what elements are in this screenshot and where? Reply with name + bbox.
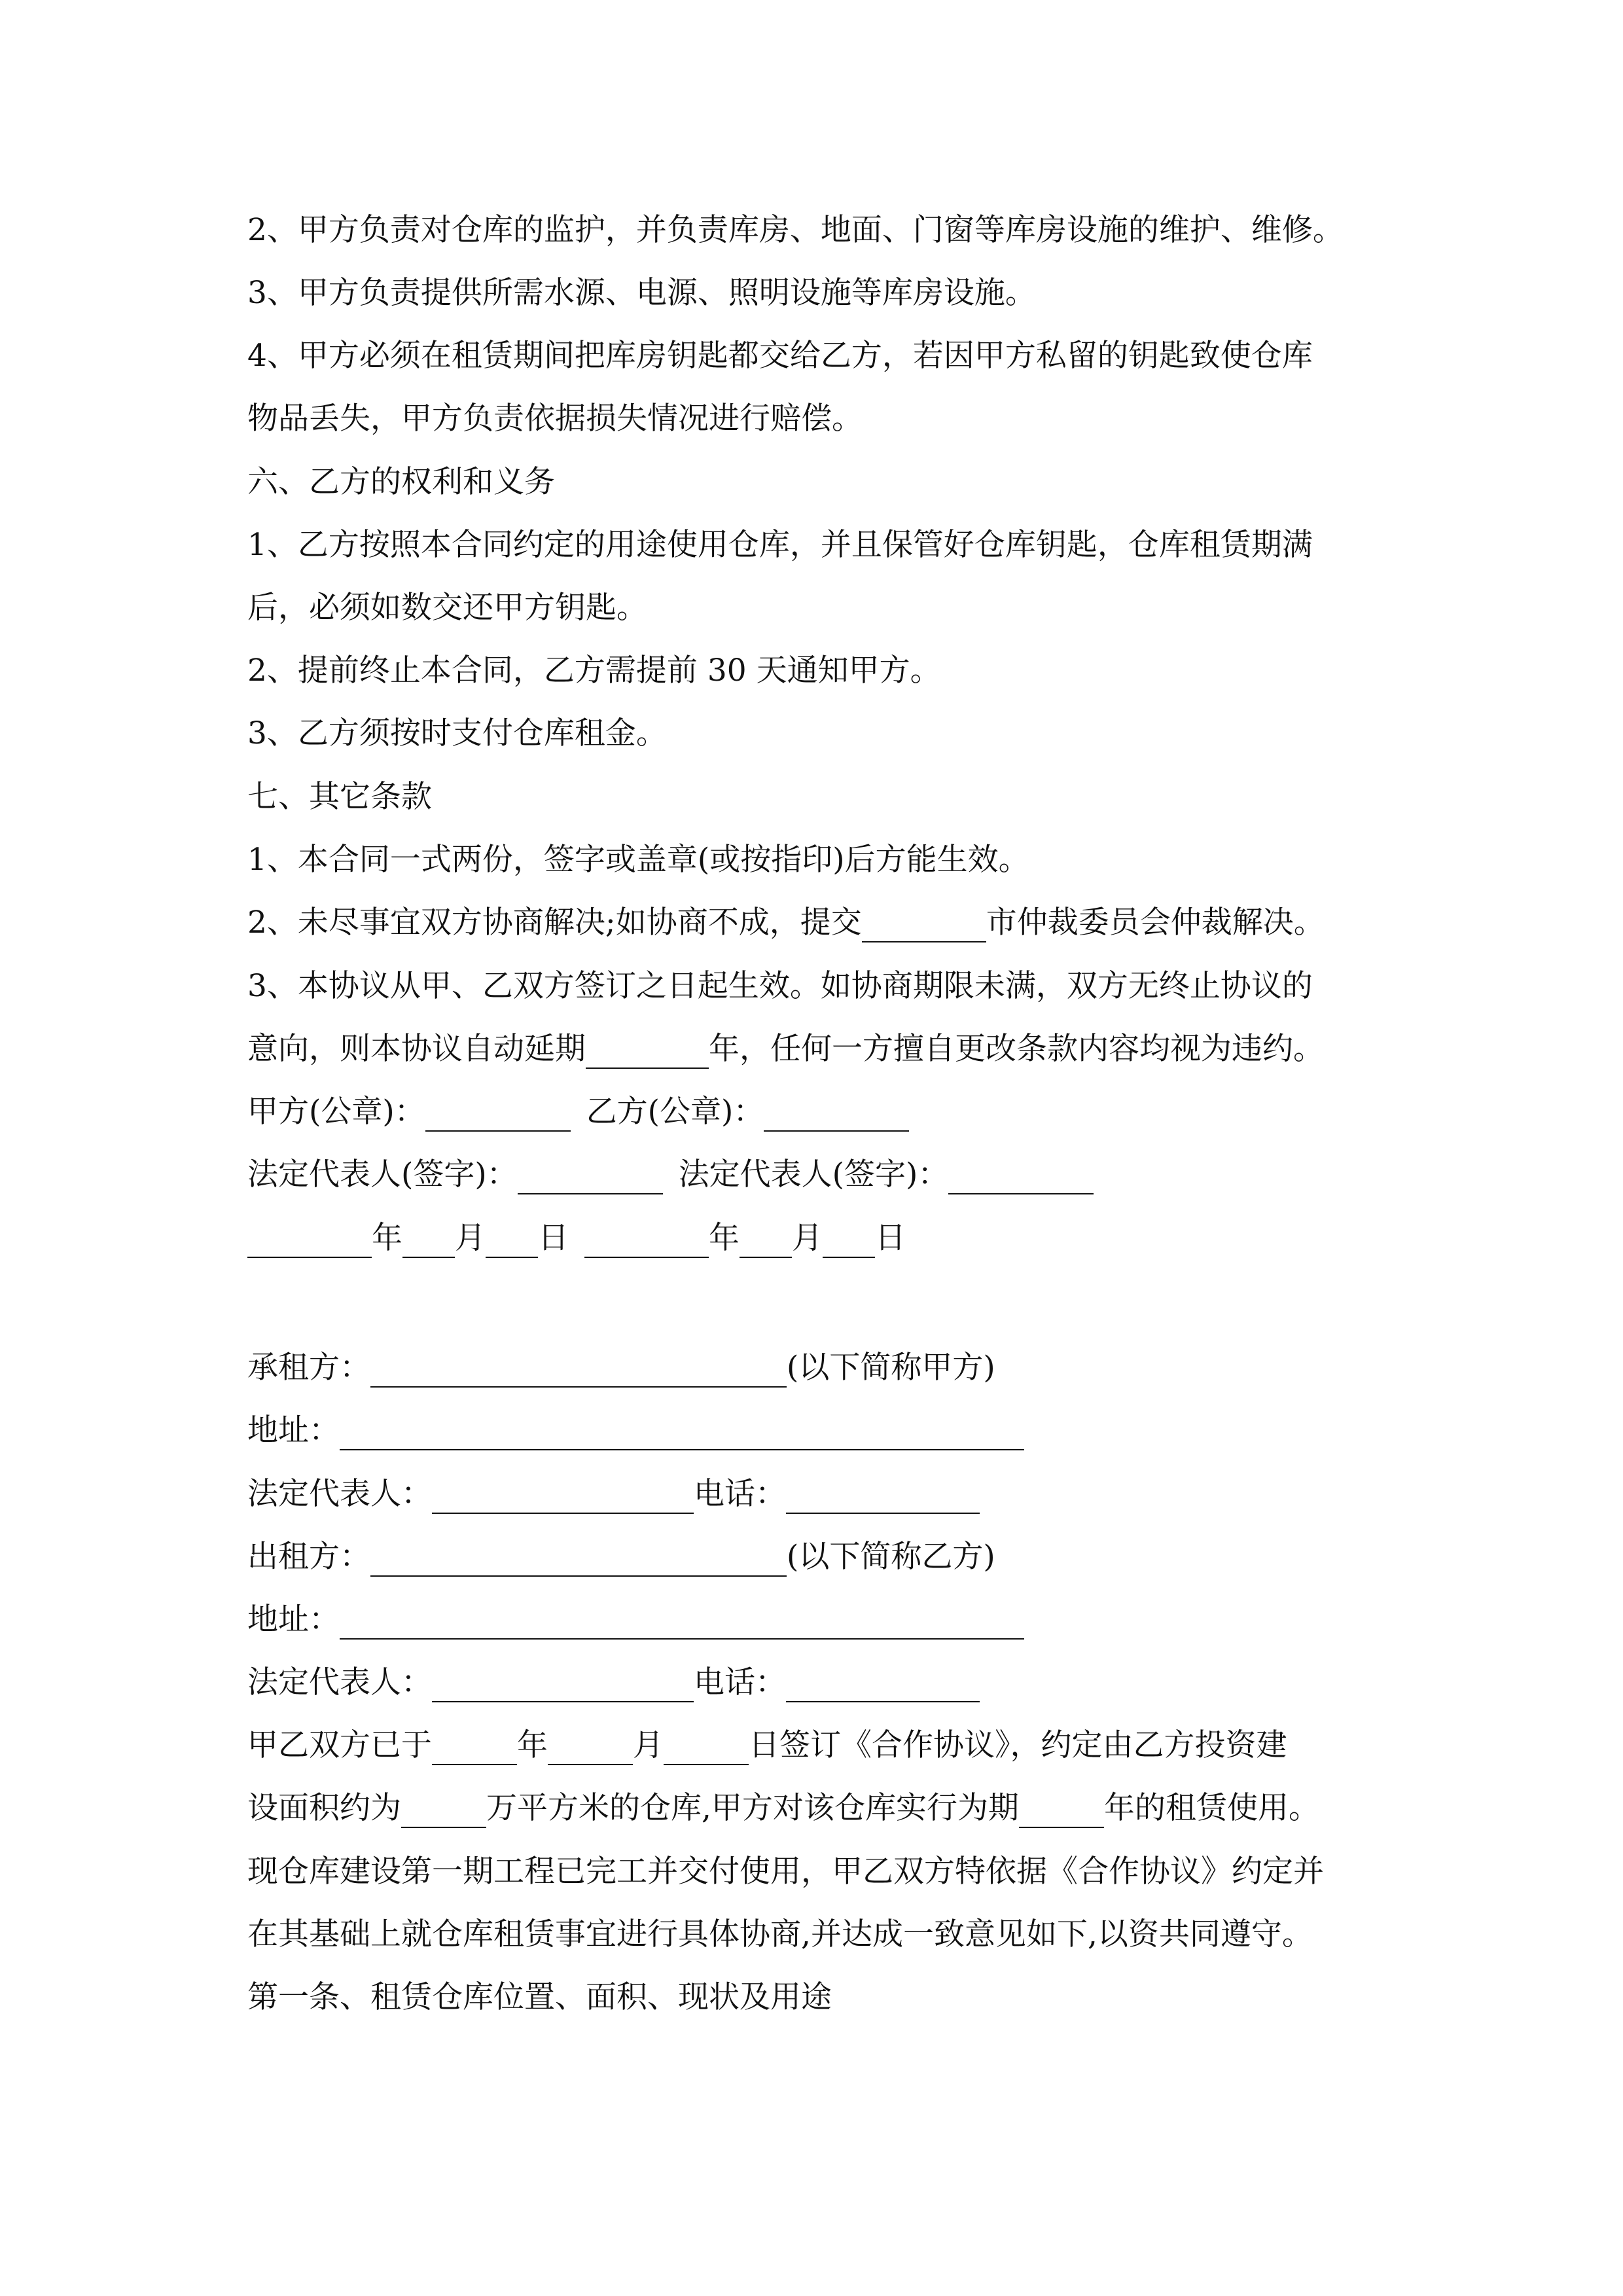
lessor-rep-blank[interactable]: [432, 1671, 694, 1702]
intro-year-label: 年: [517, 1727, 548, 1763]
lessee-note: (以下简称甲方): [787, 1350, 995, 1386]
lessor-label: 出租方：: [247, 1539, 370, 1575]
date-a-day-blank[interactable]: [486, 1227, 538, 1258]
intro-text-d: 日签订《合作协议》，约定由乙方投资建: [749, 1727, 1287, 1763]
date-b-day-label: 日: [875, 1220, 906, 1256]
lessee-address-blank[interactable]: [340, 1419, 1024, 1450]
date-a-month-label: 月: [455, 1220, 486, 1256]
clause-7-1: 1、本合同一式两份，签字或盖章(或按指印)后方能生效。: [247, 842, 1029, 878]
date-b-month-blank[interactable]: [740, 1227, 792, 1258]
intro-month-label: 月: [633, 1727, 664, 1763]
lessee-address-row: [247, 1411, 1024, 1450]
clause-5-4-line1: 4、甲方必须在租赁期间把库房钥匙都交给乙方，若因甲方私留的钥匙致使仓库: [247, 338, 1313, 374]
date-a-month-blank[interactable]: [402, 1227, 455, 1258]
clause-6-1-line2: 后，必须如数交还甲方钥匙。: [247, 590, 647, 626]
clause-5-3: 3、甲方负责提供所需水源、电源、照明设施等库房设施。: [247, 275, 1036, 311]
clause-7-3-line2: [247, 1030, 1324, 1069]
intro-text-a: 甲乙双方已于: [247, 1727, 432, 1763]
intro-line-2: [247, 1789, 1319, 1828]
lessee-rep-blank[interactable]: [432, 1482, 694, 1514]
party-a-seal-blank[interactable]: [425, 1100, 571, 1132]
intro-area-text: 万平方米的仓库,甲方对该仓库实行为期: [486, 1790, 1019, 1826]
rep-a-label: 法定代表人(签字)：: [247, 1157, 518, 1193]
lessor-address-row: [247, 1600, 1024, 1640]
lessor-address-blank[interactable]: [340, 1608, 1024, 1640]
section-6-heading: 六、乙方的权利和义务: [247, 464, 555, 500]
phone-label: 电话：: [694, 1476, 786, 1512]
address-label: 地址：: [247, 1602, 340, 1638]
extension-years-blank[interactable]: [586, 1037, 709, 1069]
lessor-blank[interactable]: [370, 1545, 787, 1577]
clause-7-3-line1: 3、本协议从甲、乙双方签订之日起生效。如协商期限未满，双方无终止协议的: [247, 968, 1313, 1004]
clause-6-2: 2、提前终止本合同，乙方需提前 30 天通知甲方。: [247, 653, 941, 689]
lessor-phone-blank[interactable]: [786, 1671, 980, 1702]
party-b-seal-blank[interactable]: [764, 1100, 909, 1132]
lessor-row: [247, 1537, 995, 1577]
seal-row: [247, 1092, 909, 1132]
clause-5-4-line2: 物品丢失，甲方负责依据损失情况进行赔偿。: [247, 401, 863, 437]
lease-years-blank[interactable]: [1019, 1797, 1104, 1828]
lessee-row: [247, 1348, 995, 1388]
date-a-day-label: 日: [538, 1220, 569, 1256]
clause-7-2-text-a: 2、未尽事宜双方协商解决;如协商不成，提交: [247, 905, 862, 941]
intro-lease-text: 年的租赁使用。: [1103, 1790, 1319, 1826]
sign-year-blank[interactable]: [432, 1734, 517, 1765]
intro-area-label: 设面积约为: [247, 1790, 401, 1826]
representative-sign-row: [247, 1155, 1094, 1194]
clause-7-3-text-b: 年，任何一方擅自更改条款内容均视为违约。: [709, 1031, 1324, 1067]
lessor-rep-row: [247, 1663, 980, 1702]
date-a-year-label: 年: [372, 1220, 402, 1256]
article-1-heading: 第一条、租赁仓库位置、面积、现状及用途: [247, 1979, 832, 2015]
lessor-note: (以下简称乙方): [787, 1539, 995, 1575]
rep-b-label: 法定代表人(签字)：: [678, 1157, 949, 1193]
lessee-phone-blank[interactable]: [786, 1482, 980, 1514]
date-b-day-blank[interactable]: [823, 1227, 875, 1258]
party-a-seal-label: 甲方(公章)：: [247, 1094, 425, 1130]
clause-6-1-line1: 1、乙方按照本合同约定的用途使用仓库，并且保管好仓库钥匙，仓库租赁期满: [247, 527, 1313, 563]
clause-6-3: 3、乙方须按时支付仓库租金。: [247, 715, 667, 751]
rep-label: 法定代表人：: [247, 1664, 432, 1700]
date-a-year-blank[interactable]: [247, 1227, 372, 1258]
party-b-seal-label: 乙方(公章)：: [586, 1094, 764, 1130]
clause-7-2-text-b: 市仲裁委员会仲裁解决。: [986, 905, 1325, 941]
date-b-year-blank[interactable]: [584, 1227, 709, 1258]
section-7-heading: 七、其它条款: [247, 779, 432, 815]
clause-7-2: [247, 903, 1325, 942]
rep-b-blank[interactable]: [948, 1163, 1094, 1194]
area-blank[interactable]: [401, 1797, 486, 1828]
rep-label: 法定代表人：: [247, 1476, 432, 1512]
address-label: 地址：: [247, 1412, 340, 1448]
sign-month-blank[interactable]: [548, 1734, 633, 1765]
intro-line-1: [247, 1726, 1287, 1765]
date-b-year-label: 年: [709, 1220, 740, 1256]
rep-a-blank[interactable]: [518, 1163, 663, 1194]
clause-7-3-text-a: 意向，则本协议自动延期: [247, 1031, 586, 1067]
lessee-blank[interactable]: [370, 1356, 787, 1388]
date-b-month-label: 月: [792, 1220, 823, 1256]
intro-line-3: 现仓库建设第一期工程已完工并交付使用，甲乙双方特依据《合作协议》约定并: [247, 1854, 1324, 1890]
lessee-label: 承租方：: [247, 1350, 370, 1386]
clause-5-2: 2、甲方负责对仓库的监护，并负责库房、地面、门窗等库房设施的维护、维修。: [247, 212, 1344, 248]
intro-line-4: 在其基础上就仓库租赁事宜进行具体协商,并达成一致意见如下,以资共同遵守。: [247, 1916, 1313, 1952]
city-blank[interactable]: [862, 911, 986, 942]
sign-day-blank[interactable]: [664, 1734, 749, 1765]
lessee-rep-row: [247, 1475, 980, 1514]
phone-label: 电话：: [694, 1664, 786, 1700]
date-row: [247, 1219, 906, 1258]
